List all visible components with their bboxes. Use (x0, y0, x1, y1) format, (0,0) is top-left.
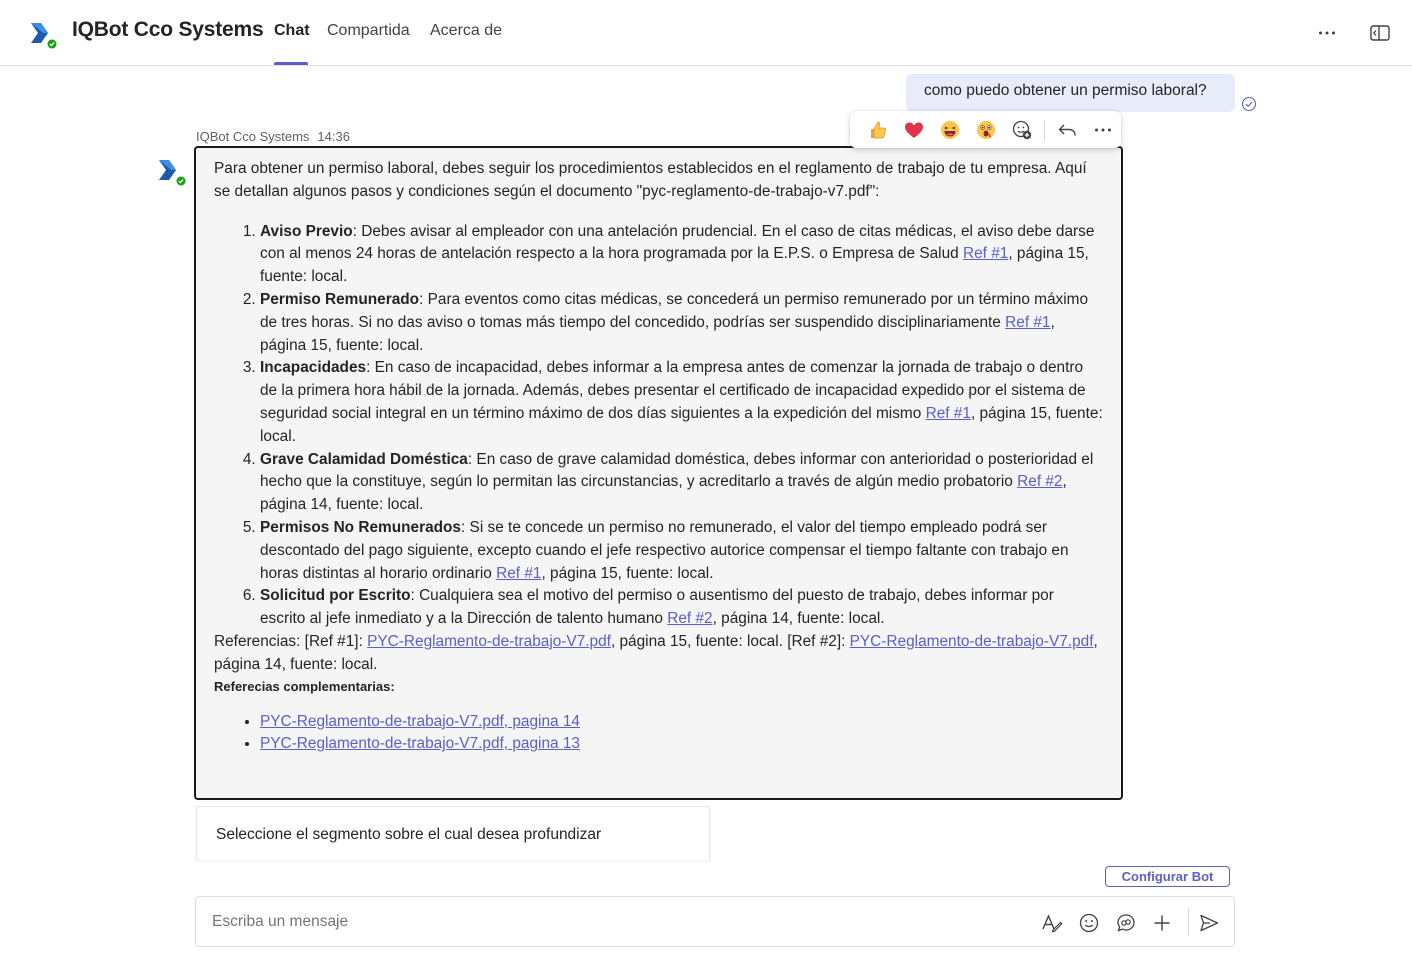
item-after: , página 15, fuente: local. (541, 564, 714, 582)
steps-list (260, 221, 1103, 631)
list-item (260, 517, 1103, 585)
complementary-link[interactable]: PYC-Reglamento-de-trabajo-V7.pdf, pagina 14 (260, 712, 580, 730)
item-text: : En caso de incapacidad, debes informar a la empresa antes de comenzar la jornada de trabajo o dentro de la primera hora hábil de la jornada. Además, debes presentar el certificado de incapacidad expedido por el sistema de seguridad social integral en un término máximo de dos días siguientes a la expedición del mismo (260, 359, 1086, 422)
list-item (260, 357, 1103, 448)
list-item (260, 449, 1103, 517)
refs-suffix: , página 14, fuente: local. (214, 632, 1098, 673)
list-item (260, 221, 1103, 289)
item-title: Permiso Remunerado (260, 290, 420, 308)
item-title: Solicitud por Escrito (260, 587, 411, 605)
format-icon[interactable] (1039, 910, 1065, 936)
complementary-list (260, 711, 1103, 757)
item-title: Aviso Previo (260, 222, 353, 240)
reaction-bar (850, 111, 1121, 148)
more-horizontal-icon[interactable] (1313, 20, 1341, 46)
user-message-bubble: como puedo obtener un permiso laboral? (906, 74, 1235, 112)
bot-message-meta (196, 129, 350, 144)
bot-avatar-icon (156, 157, 188, 189)
item-after: , página 14, fuente: local. (712, 610, 885, 628)
bot-message-time: 14:36 (317, 129, 350, 144)
bot-logo-icon (28, 20, 58, 50)
message-input[interactable] (212, 913, 1012, 931)
thumbs-up-icon[interactable] (860, 115, 896, 145)
divider (1044, 120, 1045, 140)
add-icon[interactable] (1149, 910, 1175, 936)
divider (1188, 909, 1189, 936)
complementary-link[interactable]: PYC-Reglamento-de-trabajo-V7.pdf, pagina 13 (260, 735, 580, 753)
complementary-title: Referecias complementarias: (214, 678, 395, 694)
list-item (260, 585, 1103, 631)
tab-compartida[interactable]: Compartida (327, 22, 410, 39)
configure-bot-button[interactable]: Configurar Bot (1105, 866, 1230, 887)
references-line (214, 631, 1103, 677)
bot-sender-name: IQBot Cco Systems (196, 129, 310, 144)
item-title: Incapacidades (260, 359, 367, 377)
bot-message-card (194, 146, 1123, 800)
item-text: : En caso de grave calamidad doméstica, debes informar con anterioridad o posterioridad el hecho que la constituye, según lo permitan las circunstancias, y acreditarlo a través de algún medio probatorio (260, 450, 1094, 491)
segment-card[interactable]: Seleccione el segmento sobre el cual desea profundizar (196, 806, 710, 860)
compose-box (195, 896, 1235, 947)
heart-icon[interactable] (896, 115, 932, 145)
add-reaction-icon[interactable] (1004, 115, 1040, 145)
list-item (260, 733, 1103, 756)
list-item (260, 289, 1103, 357)
ref-link[interactable]: Ref #2 (1017, 473, 1063, 491)
ref-link[interactable]: Ref #2 (667, 610, 713, 628)
tab-acerca-de[interactable]: Acerca de (430, 22, 503, 39)
item-after: , página 15, fuente: local. (260, 245, 1089, 286)
list-item (260, 711, 1103, 734)
loop-compose-icon[interactable] (1113, 910, 1139, 936)
open-panel-icon[interactable] (1366, 20, 1394, 46)
emoji-icon[interactable] (1076, 910, 1102, 936)
item-title: Grave Calamidad Doméstica (260, 450, 468, 468)
item-text: : Para eventos como citas médicas, se concederá un permiso remunerado por un término máximo de tres horas. Si no das aviso o tomas más tiempo del concedido, podrías ser suspendido disciplinariamente (260, 290, 1089, 331)
refs-prefix: Referencias: [Ref #1]: (214, 632, 368, 650)
bot-intro: Para obtener un permiso laboral, debes seguir los procedimientos establecidos en el reglamento de trabajo de tu empresa. Aquí se detallan algunos pasos y condiciones según el documento "pyc-reglamento-de-trabajo-v7.pdf": (214, 160, 1087, 200)
app-title: IQBot Cco Systems (72, 18, 264, 41)
surprised-icon[interactable] (968, 115, 1004, 145)
refs-mid: , página 15, fuente: local. [Ref #2]: (610, 632, 850, 650)
item-after: , página 15, fuente: local. (260, 404, 1103, 445)
active-tab-indicator (274, 62, 308, 65)
item-after: , página 15, fuente: local. (260, 313, 1055, 354)
item-text: : Si se te concede un permiso no remunerado, el valor del tiempo empleado podrá ser descontado del pago siguiente, excepto cuando el jefe respectivo autorice compensar el tiempo faltante con trabajo en horas distintas al horario ordinario (260, 518, 1069, 582)
send-icon[interactable] (1196, 910, 1222, 936)
reference-link-2[interactable]: PYC-Reglamento-de-trabajo-V7.pdf (849, 632, 1094, 650)
laugh-icon[interactable] (932, 115, 968, 145)
ref-link[interactable]: Ref #1 (925, 404, 971, 422)
item-text: : Cualquiera sea el motivo del permiso o ausentismo del puesto de trabajo, debes informar por escrito al jefe inmediato y a la Dirección de talento humano (260, 587, 1054, 628)
item-after: , página 14, fuente: local. (260, 473, 1067, 514)
item-text: : Debes avisar al empleador con una antelación prudencial. En el caso de citas médicas, el aviso debe darse con al menos 24 horas de antelación respecto a la hora programada por la E.P.S. o Empresa de Salud (260, 222, 1095, 263)
reply-icon[interactable] (1049, 115, 1085, 145)
ref-link[interactable]: Ref #1 (1005, 313, 1051, 331)
sent-status-icon (1241, 96, 1257, 112)
ref-link[interactable]: Ref #1 (963, 245, 1009, 263)
reference-link-1[interactable]: PYC-Reglamento-de-trabajo-V7.pdf (367, 632, 611, 650)
tab-chat[interactable]: Chat (274, 22, 310, 39)
ref-link[interactable]: Ref #1 (496, 564, 542, 582)
app-header (0, 0, 1412, 66)
more-options-icon[interactable] (1085, 115, 1121, 145)
item-title: Permisos No Remunerados (260, 518, 461, 536)
